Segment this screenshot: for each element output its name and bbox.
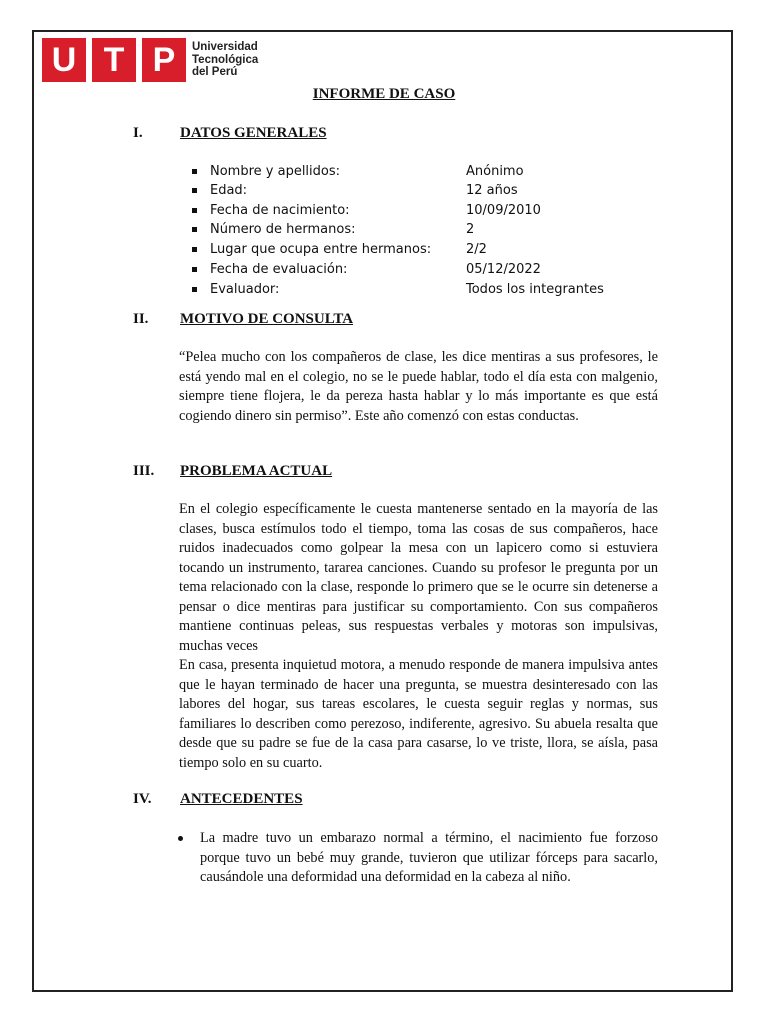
datos-value: 2 xyxy=(466,222,475,237)
logo-letter-t: T xyxy=(92,38,136,82)
logo-text-line: del Perú xyxy=(192,66,238,78)
square-bullet-icon xyxy=(192,208,197,213)
square-bullet-icon xyxy=(192,247,197,252)
datos-label: Nombre y apellidos: xyxy=(210,164,341,179)
datos-value: 12 años xyxy=(466,183,518,198)
document-title: INFORME DE CASO xyxy=(312,86,456,102)
datos-row xyxy=(0,222,768,242)
datos-value: Anónimo xyxy=(466,164,524,179)
datos-value: 05/12/2022 xyxy=(466,262,541,277)
square-bullet-icon xyxy=(192,227,197,232)
datos-row xyxy=(0,183,768,203)
datos-value: 2/2 xyxy=(466,242,487,257)
datos-label: Lugar que ocupa entre hermanos: xyxy=(210,242,432,257)
datos-row xyxy=(0,262,768,282)
square-bullet-icon xyxy=(192,287,197,292)
square-bullet-icon xyxy=(192,267,197,272)
section-title-problema: PROBLEMA ACTUAL xyxy=(180,463,333,479)
datos-row xyxy=(0,203,768,223)
datos-row xyxy=(0,282,768,302)
square-bullet-icon xyxy=(192,169,197,174)
logo-letter-p: P xyxy=(142,38,186,82)
section-title-motivo: MOTIVO DE CONSULTA xyxy=(180,311,354,327)
section-number: I. xyxy=(133,125,143,141)
section-title-datos: DATOS GENERALES xyxy=(180,125,327,141)
problema-paragraph: En el colegio específicamente le cuesta mantenerse sentado en la mayoría de las clases, busca estímulos todo el tiempo, toma las cosas de sus compañeros, hace ruidos inadecuados como golpear la mesa con un lapicero como si estuviera tocando un instrumento, tararea canciones. Cuando su profesor le pregunta por un tema relacionado con la clase, responde lo primero que se le ocurre sin detenerse a pensar o dice mentiras para justificar su comportamiento. Con sus compañeros mantiene continuas peleas, sus respuestas verbales y motoras son impulsivas, muchas veces xyxy=(179,501,658,654)
antecedentes-item: La madre tuvo un embarazo normal a término, el nacimiento fue forzoso porque tuvo un bebé muy grande, tuvieron que utilizar fórceps para sacarlo, causándole una deformidad una deformidad en la cabeza al niño. xyxy=(200,830,658,885)
section-title-antecedentes: ANTECEDENTES xyxy=(180,791,303,807)
datos-row xyxy=(0,242,768,262)
problema-body xyxy=(179,500,658,773)
round-bullet-icon xyxy=(178,836,183,841)
datos-label: Fecha de nacimiento: xyxy=(210,203,350,218)
section-number: IV. xyxy=(133,791,152,807)
logo-text-line: Universidad xyxy=(192,41,258,53)
datos-label: Evaluador: xyxy=(210,282,280,297)
section-number: II. xyxy=(133,311,149,327)
datos-value: Todos los integrantes xyxy=(466,282,604,297)
datos-label: Fecha de evaluación: xyxy=(210,262,348,277)
datos-row xyxy=(0,164,768,184)
logo-text-line: Tecnológica xyxy=(192,53,259,66)
square-bullet-icon xyxy=(192,188,197,193)
logo-letter-u: U xyxy=(42,38,86,82)
motivo-paragraph: “Pelea mucho con los compañeros de clase, les dice mentiras a sus profesores, le está yendo mal en el colegio, no se le puede hablar, todo el día esta con malgenio, siempre tiene flojera, le da pereza hasta hablar y lo más importante es que está cogiendo dinero sin permiso”. Este año comenzó con estas conductas. xyxy=(179,349,658,424)
datos-value: 10/09/2010 xyxy=(466,203,541,218)
logo-text xyxy=(192,41,272,79)
section-number: III. xyxy=(133,463,155,479)
problema-paragraph: En casa, presenta inquietud motora, a menudo responde de manera impulsiva antes que le hayan terminado de hacer una pregunta, se muestra desinteresado con las labores del hogar, sus tareas escolares, le cuesta seguir reglas y normas, sus familiares lo describen como perezoso, indiferente, agresivo. Su abuela resalta que desde que su padre se fue de la casa para casarse, lo ve triste, llora, se aísla, pasa tiempo solo en su cuarto. xyxy=(179,657,658,771)
datos-label: Número de hermanos: xyxy=(210,222,356,237)
datos-label: Edad: xyxy=(210,183,248,198)
